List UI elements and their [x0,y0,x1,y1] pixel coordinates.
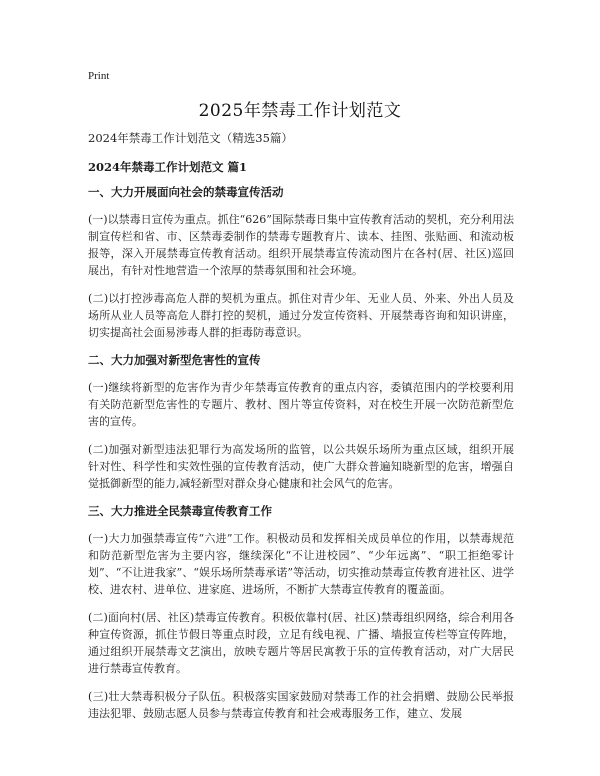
paragraph: (一)继续将新型的危害作为青少年禁毒宣传教育的重点内容，委镇范围内的学校要利用有关防范新型危害性的专题片、教材、图片等宣传资料，对在校生开展一次防范新型危害的宣传。 [88,381,514,428]
paragraph: (二)面向村(居、社区)禁毒宣传教育。积极依靠村(居、社区)禁毒组织网络，综合利用各种宣传资源，抓住节假日等重点时段，立足有线电视、广播、墙报宣传栏等宣传阵地，通过组织开展禁毒文艺演出，放映专题片等居民寓教于乐的宣传教育活动，对广大居民进行禁毒宣传教育。 [88,611,514,675]
paragraph: (二)加强对新型违法犯罪行为高发场所的监管，以公共娱乐场所为重点区域，组织开展针对性、科学性和实效性强的宣传教育活动，使广大群众普遍知晓新型的危害，增强自觉抵御新型的能力,减轻新型对群众身心健康和社会风气的危害。 [88,443,514,490]
page-title: 2025年禁毒工作计划范文 [198,101,402,121]
document-body [88,130,514,733]
article-heading: 2024年禁毒工作计划范文 篇1 [88,160,248,174]
section-heading-1: 一、大力开展面向社会的禁毒宣传活动 [88,185,284,199]
paragraph: (二)以打控涉毒高危人群的契机为重点。抓住对青少年、无业人员、外来、外出人员及场所从业人员等高危人群打控的契机，通过分发宣传资料、开展禁毒咨询和知识讲座，切实提高社会面易涉毒人群的拒毒防毒意识。 [88,292,514,339]
paragraph: (三)壮大禁毒积极分子队伍。积极落实国家鼓励对禁毒工作的社会捐赠、鼓励公民举报违法犯罪、鼓励志愿人员参与禁毒宣传教育和社会戒毒服务工作，建立、发展 [88,690,514,720]
print-link[interactable]: Print [88,70,110,82]
section-heading-3: 三、大力推进全民禁毒宣传教育工作 [88,504,272,518]
document-subtitle: 2024年禁毒工作计划范文（精选35篇） [88,131,293,145]
paragraph: (一)大力加强禁毒宣传“六进”工作。积极动员和发挥相关成员单位的作用，以禁毒规范和防范新型危害为主要内容，继续深化“不让进校园”、“少年远离”、“职工拒绝零计划”、“不让进我家”、“娱乐场所禁毒承诺”等活动，切实推动禁毒宣传教育进社区、进学校、进农村、进单位、进家庭、进场所，不断扩大禁毒宣传教育的覆盖面。 [88,532,514,596]
paragraph: (一)以禁毒日宣传为重点。抓住“626”国际禁毒日集中宣传教育活动的契机，充分利用法制宣传栏和省、市、区禁毒委制作的禁毒专题教育片、读本、挂图、张贴画、和流动板报等，深入开展禁毒宣传教育活动。组织开展禁毒宣传流动图片在各村(居、社区)巡回展出，有针对性地营造一个浓厚的禁毒氛围和社会环境。 [88,213,514,277]
section-heading-2: 二、大力加强对新型危害性的宣传 [88,353,261,367]
